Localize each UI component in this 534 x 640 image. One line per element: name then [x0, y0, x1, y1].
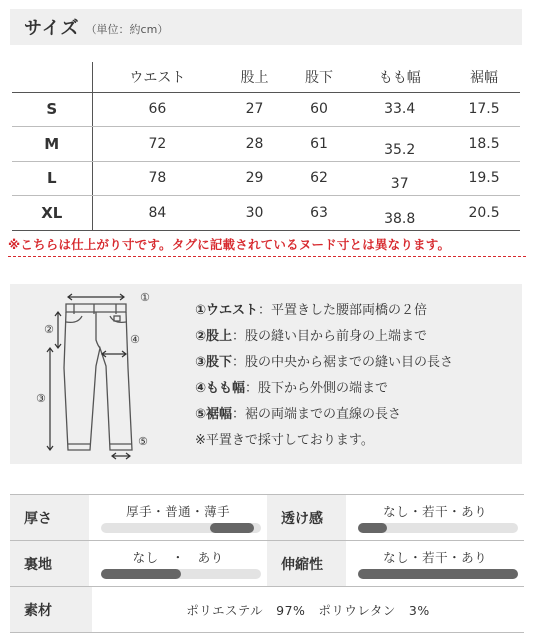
stretch-label: 伸縮性: [267, 541, 346, 586]
col-hem: 裾幅: [448, 62, 520, 92]
size-label: XL: [12, 196, 92, 231]
table-cell: 72: [92, 127, 222, 162]
list-item: [195, 298, 453, 324]
table-cell: 17.5: [448, 92, 520, 127]
table-row: [10, 495, 524, 541]
size-section-header: [10, 9, 522, 45]
marker-1: ①: [140, 291, 150, 304]
table-row: [12, 92, 520, 127]
thickness-scale: [89, 495, 267, 540]
stretch-scale: [346, 541, 524, 586]
measurement-list: [195, 298, 453, 454]
list-item: [195, 376, 453, 402]
table-row: [12, 161, 520, 196]
measure-text: ：股の中央から裾までの縫い目の長さ: [232, 355, 454, 370]
marker-4: ④: [130, 333, 140, 346]
table-cell: 84: [92, 196, 222, 231]
transparency-bar: [358, 523, 518, 533]
table-cell: 63: [287, 196, 352, 231]
transparency-scale-text: なし・若干・あり: [383, 504, 488, 519]
thickness-bar-fill: [210, 523, 254, 533]
marker-5: ⑤: [138, 435, 148, 448]
stretch-scale-text: なし・若干・あり: [383, 550, 488, 565]
lining-scale: [89, 541, 267, 586]
size-label: L: [12, 161, 92, 196]
list-item: [195, 324, 453, 350]
list-item: [195, 350, 453, 376]
col-thigh: もも幅: [351, 62, 448, 92]
table-cell: 78: [92, 161, 222, 196]
measure-text: ：平置きした腰部両橋の２倍: [258, 303, 428, 318]
size-title: サイズ: [24, 18, 80, 39]
table-cell: 29: [222, 161, 287, 196]
size-label: S: [12, 92, 92, 127]
table-cell: 66: [92, 92, 222, 127]
marker-2: ②: [44, 323, 54, 336]
transparency-scale: [346, 495, 524, 540]
stretch-bar: [358, 569, 518, 579]
lining-bar: [101, 569, 261, 579]
pants-diagram-icon: [28, 288, 178, 460]
lining-scale-text: なし ・ あり: [132, 550, 224, 565]
finished-size-note: ※こちらは仕上がり寸です。タグに記載されているヌード寸とは異なります。: [8, 237, 451, 252]
fabric-features-table: [10, 494, 524, 633]
table-cell: 27: [222, 92, 287, 127]
table-row: [12, 196, 520, 231]
lining-bar-fill: [101, 569, 181, 579]
measure-text: ：股下から外側の端まで: [245, 381, 389, 396]
size-table: [12, 62, 520, 231]
note-divider: [8, 256, 526, 257]
measure-text: ※平置きで採寸しております。: [195, 433, 374, 448]
marker-3: ③: [36, 392, 46, 405]
table-cell: 28: [222, 127, 287, 162]
table-row: [12, 127, 520, 162]
table-cell-value: 37: [390, 176, 409, 193]
stretch-bar-fill: [358, 569, 518, 579]
table-cell: 30: [222, 196, 287, 231]
unit-label: （単位：約cm）: [85, 22, 169, 36]
col-waist: ウエスト: [92, 62, 222, 92]
table-cell-value: 35.2: [384, 141, 416, 158]
thickness-scale-text: 厚手・普通・薄手: [126, 504, 231, 519]
col-rise: 股上: [222, 62, 287, 92]
table-cell-value: 38.8: [384, 210, 416, 227]
measure-text: ：裾の両端までの直線の長さ: [232, 407, 402, 422]
material-label: 素材: [10, 587, 92, 632]
col-inseam: 股下: [287, 62, 352, 92]
measure-label: ①ウエスト: [195, 303, 259, 318]
table-cell: 60: [287, 92, 352, 127]
table-row: [10, 587, 524, 633]
thickness-label: 厚さ: [10, 495, 89, 540]
table-row: [10, 541, 524, 587]
table-cell: 61: [287, 127, 352, 162]
thickness-bar: [101, 523, 261, 533]
material-value: ポリエステル 97% ポリウレタン 3%: [186, 602, 430, 618]
transparency-label: 透け感: [267, 495, 346, 540]
table-cell: [351, 161, 448, 196]
table-cell: [351, 127, 448, 162]
size-table-header-row: [12, 62, 520, 92]
table-cell: 62: [287, 161, 352, 196]
table-cell: [351, 196, 448, 231]
measure-label: ③股下: [195, 355, 233, 370]
list-item: [195, 402, 453, 428]
size-label: M: [12, 127, 92, 162]
transparency-bar-fill: [358, 523, 387, 533]
lining-label: 裏地: [10, 541, 89, 586]
measurement-guide: [10, 284, 522, 464]
table-cell: 18.5: [448, 127, 520, 162]
measure-label: ⑤裾幅: [195, 407, 233, 422]
table-cell: 19.5: [448, 161, 520, 196]
measure-label: ④もも幅: [195, 381, 246, 396]
measure-label: ②股上: [195, 329, 233, 344]
measure-text: ：股の縫い目から前身の上端まで: [232, 329, 428, 344]
measure-footnote: [195, 428, 453, 454]
table-cell: 33.4: [351, 92, 448, 127]
table-cell: 20.5: [448, 196, 520, 231]
size-column-header: [12, 62, 92, 92]
